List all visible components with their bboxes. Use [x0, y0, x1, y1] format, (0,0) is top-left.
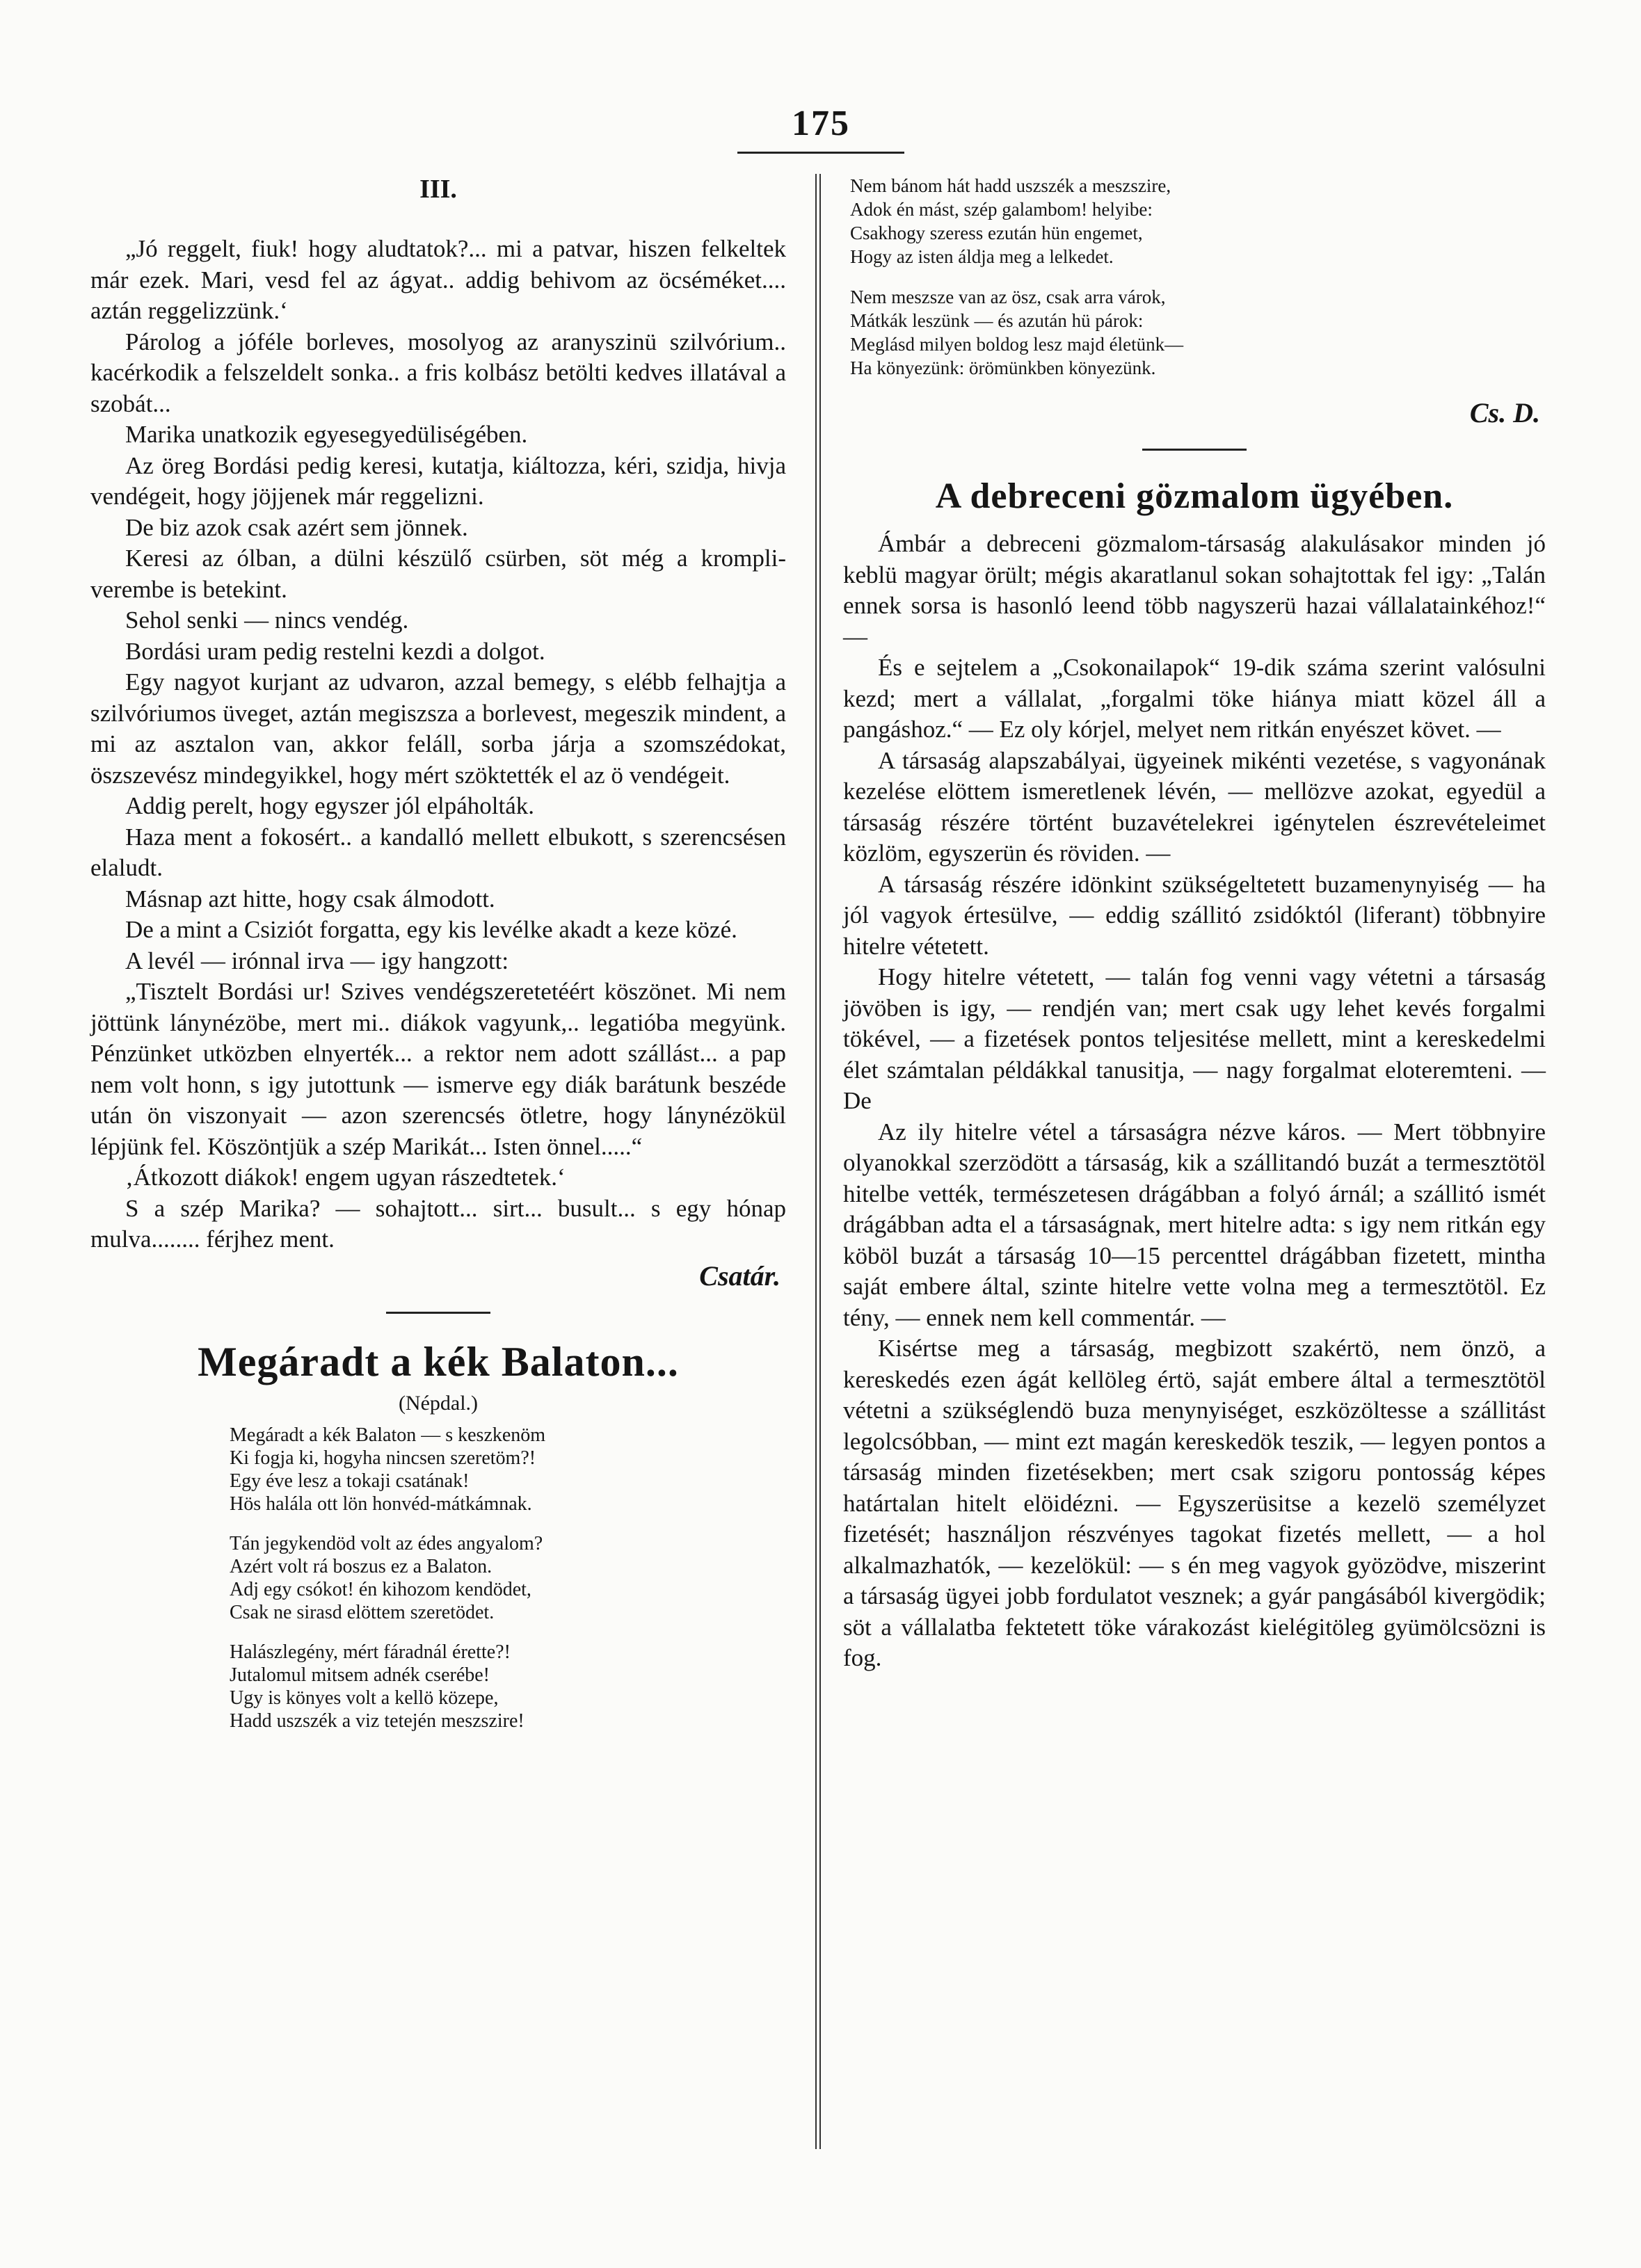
poem-line: Ha könyezünk: örömünkben könyezünk.	[850, 357, 1156, 378]
story-paragraph: Bordási uram pedig restelni kezdi a dolgot.	[125, 637, 545, 665]
story-paragraph: Párolog a jóféle borleves, mosolyog az aranyszinü szilvórium.. kacérkodik a felszeldelt sonka.. a fris kolbász betölti kedves illatával a szobát...	[90, 328, 786, 417]
story-paragraph: Keresi az ólban, a dülni készülő csürben, söt még a krompli-verembe is betekint.	[90, 545, 786, 603]
header-rule	[737, 152, 904, 154]
article-paragraph: Ámbár a debreceni gözmalom-társaság alakulásakor minden jó keblü magyar örült; mégis akaratlanul sokan sohajtottak fel igy: „Talán ennek sorsa is hasonló leend több nagyszerü hazai vállalatainkéhoz!“ —	[843, 530, 1546, 650]
story-paragraph: De a mint a Csiziót forgatta, egy kis levélke akadt a keze közé.	[125, 916, 737, 943]
story-paragraph: ‚Átkozott diákok! engem ugyan rászedtetek.‘	[125, 1164, 566, 1191]
poem-line: Hös halála ott lön honvéd-mátkámnak.	[230, 1493, 532, 1515]
poem-stanza	[850, 285, 1546, 380]
poem-line: Egy éve lesz a tokaji csatának!	[230, 1470, 470, 1492]
poem-line: Csakhogy szeress ezután hün engemet,	[850, 223, 1143, 243]
left-column	[90, 174, 786, 1749]
story-paragraph: De biz azok csak azért sem jönnek.	[125, 513, 468, 541]
poem-line: Ki fogja ki, hogyha nincsen szeretöm?!	[230, 1447, 536, 1469]
story-paragraph: Marika unatkozik egyesegyedüliségében.	[125, 421, 528, 448]
section-heading: III.	[419, 175, 457, 204]
article-paragraph: Az ily hitelre vétel a társaságra nézve káros. — Mert többnyire olyanokkal szerzödött a társaság, kik a szállitandó buzát a termesztötöl hitelbe vették, természetesen drágábban a folyó árnál; a szállitó ismét drágábban adta el a társaságnak, mert hitelre adta: s igy nem ritkán egy köböl buzát a társaság 10—15 percenttel drágábban fizetett, mintha saját embere által, szinte hitelre vette volna meg a termesztötöl. Ez tény, — ennek nem kell commentár. —	[843, 1118, 1546, 1331]
poem-line: Csak ne sirasd elöttem szeretödet.	[230, 1601, 495, 1623]
story-paragraph: S a szép Marika? — sohajtott... sirt... busult... s egy hónap mulva........ férjhez ment.	[90, 1194, 786, 1253]
story-paragraph: Addig perelt, hogy egyszer jól elpáholták.	[125, 792, 535, 819]
poem-stanza	[230, 1532, 786, 1624]
section-divider	[1142, 449, 1247, 451]
poem-line: Megáradt a kék Balaton — s keszkenöm	[230, 1424, 546, 1446]
article-body	[843, 529, 1546, 1674]
poem-line: Tán jegykendöd volt az édes angyalom?	[230, 1532, 543, 1554]
story-paragraph: „Jó reggelt, fiuk! hogy aludtatok?... mi a patvar, hiszen felkeltek már ezek. Mari, vesd fel az ágyat.. addig behivom az öcséméket.... aztán reggelizzünk.‘	[90, 235, 786, 324]
article-paragraph: A társaság alapszabályai, ügyeinek mikénti vezetése, s vagyonának kezelése elöttem ismeretlenek lévén, — mellözve azokat, egyedül a társaság részére történt buzavételekrei igénytelen észrevételeimet közlöm, egyszerün és röviden. —	[843, 746, 1546, 867]
story-paragraph: Sehol senki — nincs vendég.	[125, 606, 409, 634]
story-paragraph: Az öreg Bordási pedig keresi, kutatja, kiáltozza, kéri, szidja, hivja vendégeit, hogy jöjjenek már reggelizni.	[90, 451, 786, 510]
section-divider	[386, 1312, 490, 1314]
article-paragraph: Kisértse meg a társaság, megbizott szakértö, nem önzö, a kereskedés ezen ágát kellöleg értö, saját embere által a termesztötöl vétetni a szükséglendö buza menynyiséget, eszközöltesse a szállitást legolcsóbban, — mint ezt magán kereskedök teszik, — legyen pontos a társaság minden fizetésekben; mert csak szigoru pontosság képes határtalan hitelt elöidézni. — Egyszerüsitse a kezelö személyzet fizetését; használjon részvényes tagokat fizetés mellett, — a hol alkalmazhatók, — kezelökül: — s én meg vagyok gyözödve, miszerint a társaság ügyei jobb fordulatot vesznek; a gyár pangásából kivergödik; söt a vállalatba fektetett töke várakozást kielégitöleg gyümölcsözni is fog.	[843, 1335, 1546, 1671]
article-paragraph: Hogy hitelre vétetett, — talán fog venni vagy vétetni a társaság jövöben is igy, — rendjén van; mert csak ugy lehet kevés forgalmi tökével, — a fizetések pontos teljesitése mellett, mint a kereskedelmi élet számtalan példákkal tanusitja, — nagy forgalmat eloteremteni. — De	[843, 963, 1546, 1114]
poem-line: Mátkák leszünk — és azután hü párok:	[850, 310, 1144, 331]
poem-line: Halászlegény, mért fáradnál érette?!	[230, 1641, 511, 1663]
poem-line: Meglásd milyen boldog lesz majd életünk—	[850, 334, 1184, 355]
page-number: 175	[792, 104, 850, 143]
article-paragraph: És e sejtelem a „Csokonailapok“ 19-dik száma szerint valósulni kezd; mert a vállalat, „forgalmi töke hiánya miatt közel áll a pangáshoz.“ — Ez oly kórjel, melyet nem ritkán enyészet követ. —	[843, 654, 1546, 743]
poem-line: Jutalomul mitsem adnék cserébe!	[230, 1664, 490, 1686]
poem-title: Megáradt a kék Balaton...	[198, 1338, 679, 1385]
article-paragraph: A társaság részére idönkint szükségeltetett buzamenynyiség — ha jól vagyok értesülve, — eddig szállitó zsidóktól (liferant) többnyire hitelre vétetett.	[843, 870, 1546, 960]
poem-line: Hadd uszszék a viz tetején meszszire!	[230, 1710, 525, 1732]
story-body	[90, 234, 786, 1255]
story-paragraph: Egy nagyot kurjant az udvaron, azzal bemegy, s elébb felhajtja a szilvóriumos üveget, aztán megiszsza a borlevest, megeszik mindent, a mi az asztalon van, akkor feláll, sorba járja a szomszédokat, öszszevész mindegyikkel, hogy mért szöktették el az ö vendégeit.	[90, 668, 786, 789]
story-paragraph: A levél — irónnal irva — igy hangzott:	[125, 947, 509, 974]
poem	[230, 1424, 786, 1732]
poem-line: Ugy is könyes volt a kellö közepe,	[230, 1687, 499, 1709]
story-paragraph: Másnap azt hitte, hogy csak álmodott.	[125, 885, 495, 912]
story-signature: Csatár.	[699, 1260, 781, 1292]
poem-line: Hogy az isten áldja meg a lelkedet.	[850, 246, 1114, 267]
poem-line: Adj egy csókot! én kihozom kendödet,	[230, 1578, 531, 1600]
poem-signature: Cs. D.	[1469, 397, 1540, 428]
story-paragraph: Haza ment a fokosért.. a kandalló mellett elbukott, s szerencsésen elaludt.	[90, 823, 786, 881]
poem-continuation	[850, 174, 1546, 380]
article-title: A debreceni gözmalom ügyében.	[935, 476, 1454, 516]
poem-line: Adok én mást, szép galambom! helyibe:	[850, 199, 1153, 220]
column-divider	[815, 174, 821, 2149]
poem-subtitle: (Népdal.)	[398, 1391, 479, 1415]
poem-line: Nem bánom hát hadd uszszék a meszszire,	[850, 175, 1171, 196]
story-paragraph: „Tisztelt Bordási ur! Szives vendégszeretetéért köszönet. Mi nem jöttünk lánynézöbe, mert mi.. diákok vagyunk,.. legatióba megyünk. Pénzünket utközben elnyerték... a rektor nem adott szállást... a pap nem volt honn, s igy jutottunk — ismerve egy diák barátunk beszéde után ön viszonyait — azon szerencsés ötletre, hogy lánynézökül lépjünk fel. Köszöntjük a szép Marikát... Isten önnel.....“	[90, 978, 786, 1160]
right-column	[843, 174, 1546, 1674]
poem-stanza	[230, 1641, 786, 1732]
poem-stanza	[850, 174, 1546, 268]
poem-line: Nem meszsze van az ösz, csak arra várok,	[850, 287, 1166, 307]
poem-stanza	[230, 1424, 786, 1515]
poem-line: Azért volt rá boszus ez a Balaton.	[230, 1555, 493, 1577]
